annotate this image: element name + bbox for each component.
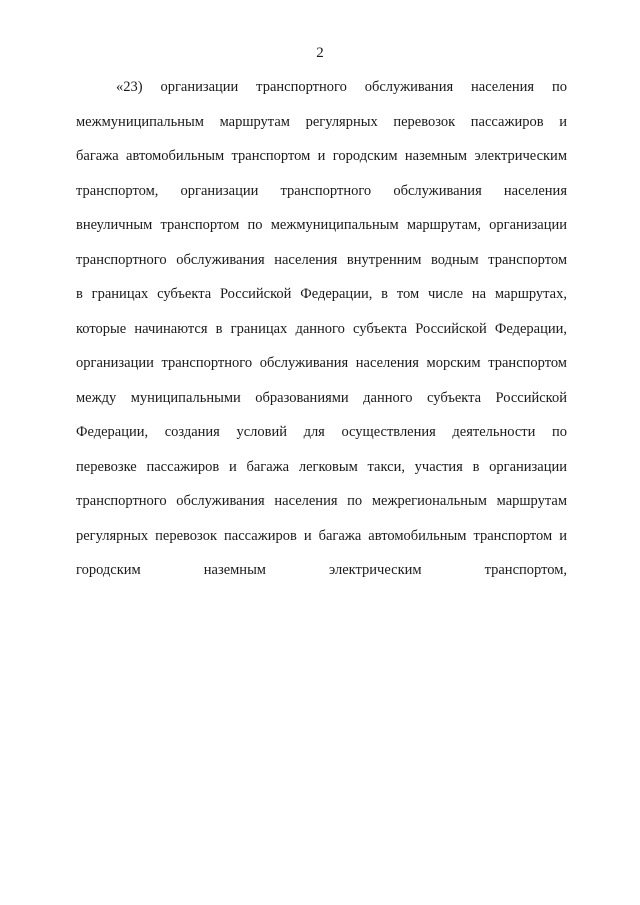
paragraph-line: регулярных перевозок пассажиров и багажа автомобильным транспортом и bbox=[76, 527, 567, 544]
paragraph-line: транспортом, организации транспортного обслуживания населения bbox=[76, 182, 567, 199]
paragraph-line: организации транспортного обслуживания населения морским транспортом bbox=[76, 355, 567, 371]
paragraph-line: багажа автомобильным транспортом и городским наземным электрическим bbox=[76, 148, 567, 164]
paragraph-line: внеуличным транспортом по межмуниципальным маршрутам, организации bbox=[76, 217, 567, 233]
paragraph-line: транспортного обслуживания населения по межрегиональным маршрутам bbox=[76, 493, 567, 509]
paragraph bbox=[76, 78, 567, 596]
paragraph-line: межмуниципальным маршрутам регулярных перевозок пассажиров и bbox=[76, 113, 567, 130]
paragraph-line: «23) организации транспортного обслуживания населения по bbox=[116, 79, 567, 95]
page-number: 2 bbox=[316, 45, 324, 61]
paragraph-line: которые начинаются в границах данного субъекта Российской Федерации, bbox=[76, 320, 567, 337]
paragraph-line: Федерации, создания условий для осуществления деятельности по bbox=[76, 424, 567, 440]
paragraph-line: между муниципальными образованиями данного субъекта Российской bbox=[76, 389, 567, 406]
paragraph-line: в границах субъекта Российской Федерации, в том числе на маршрутах, bbox=[76, 286, 567, 302]
paragraph-line: перевозке пассажиров и багажа легковым такси, участия в организации bbox=[76, 458, 567, 475]
paragraph-line: городским наземным электрическим транспортом, bbox=[76, 562, 567, 578]
paragraph-line: транспортного обслуживания населения внутренним водным транспортом bbox=[76, 251, 567, 268]
